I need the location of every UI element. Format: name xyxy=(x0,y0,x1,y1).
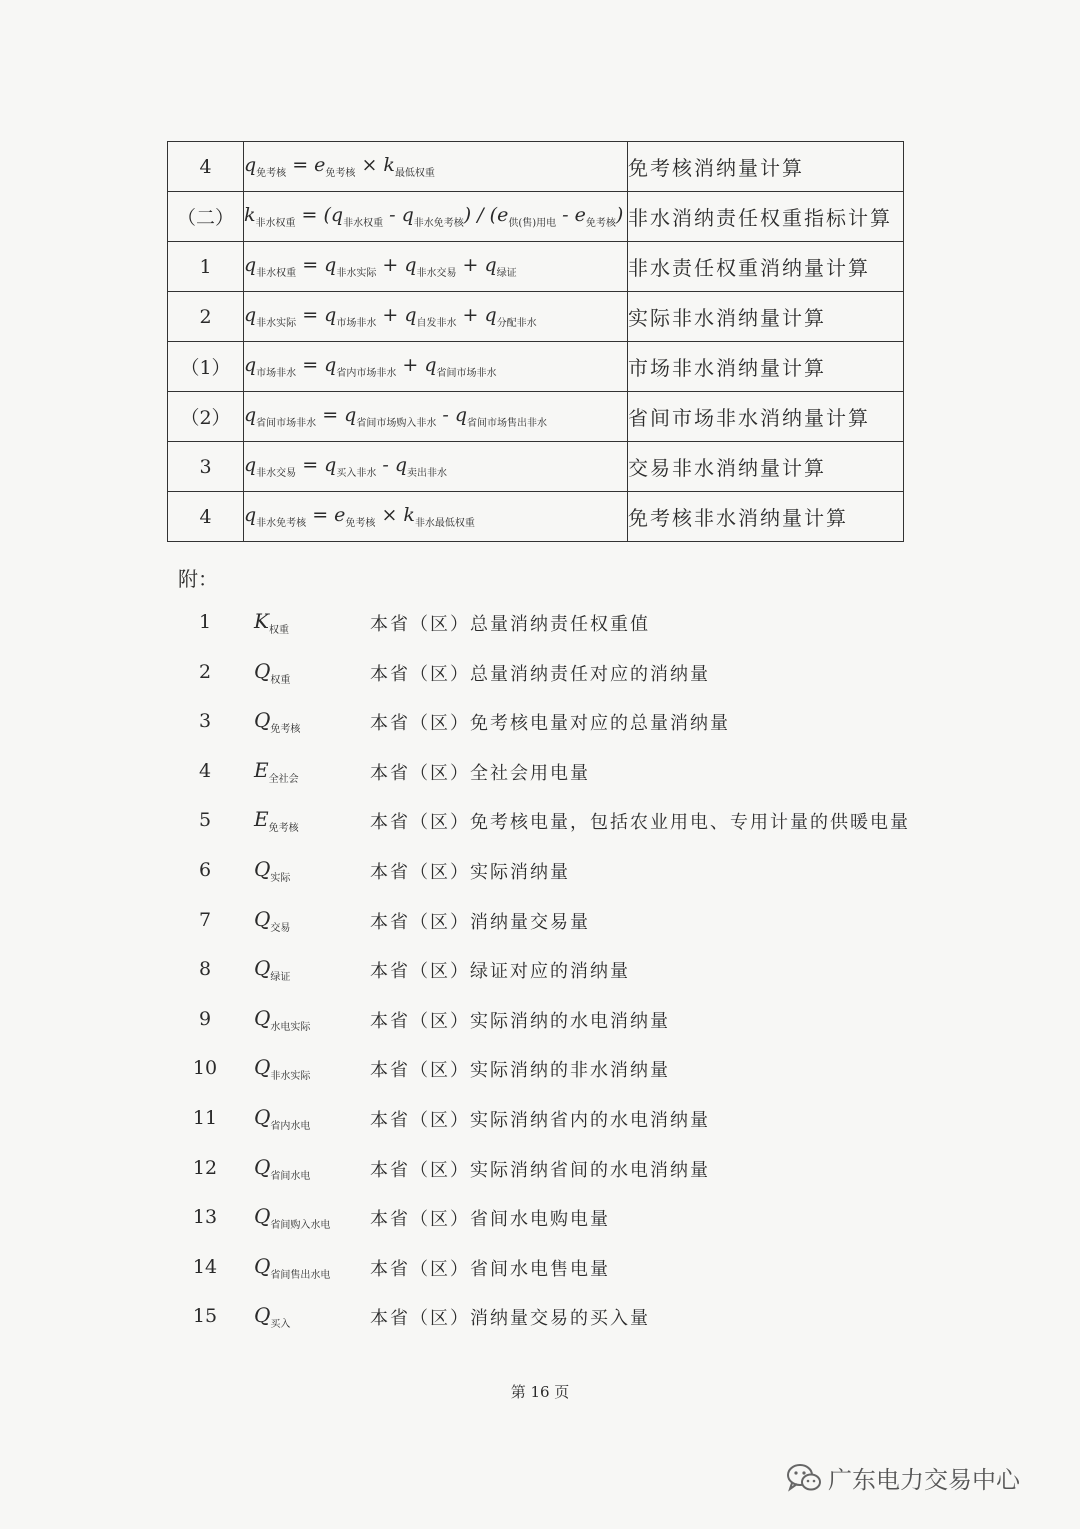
variable-number: 5 xyxy=(198,809,212,832)
variable-symbol: $Q_{水电实际}$ xyxy=(254,1005,311,1033)
variable-symbol: $Q_{省间售出水电}$ xyxy=(254,1253,331,1281)
row-index: 4 xyxy=(168,492,244,542)
variable-symbol: $Q_{实际}$ xyxy=(254,856,291,884)
list-item xyxy=(0,801,1080,851)
variable-description: 本省（区）全社会用电量 xyxy=(370,762,590,784)
formula-cell xyxy=(244,442,628,492)
page-number: 第 16 页 xyxy=(510,1383,570,1401)
variable-number: 1 xyxy=(198,611,212,633)
variable-symbol: $Q_{绿证}$ xyxy=(254,956,291,984)
variable-list xyxy=(0,603,1080,1347)
variable-description: 本省（区）实际消纳量 xyxy=(370,861,570,883)
row-index: 2 xyxy=(168,292,244,342)
variable-number: 4 xyxy=(198,759,212,782)
variable-symbol: $Q_{权重}$ xyxy=(254,658,291,686)
variable-number: 12 xyxy=(192,1156,218,1179)
variable-description: 本省（区）免考核电量，包括农业用电、专用计量的供暖电量 xyxy=(370,812,910,834)
list-item xyxy=(0,1297,1080,1347)
variable-description: 本省（区）总量消纳责任权重值 xyxy=(370,614,650,635)
variable-description: 本省（区）消纳量交易的买入量 xyxy=(370,1308,650,1330)
wechat-icon xyxy=(786,1463,822,1493)
variable-description: 本省（区）实际消纳的非水消纳量 xyxy=(370,1060,670,1082)
list-item xyxy=(0,1198,1080,1248)
variable-symbol: $Q_{免考核}$ xyxy=(254,708,301,736)
description-cell: 交易非水消纳量计算 xyxy=(628,442,904,492)
row-index: （1） xyxy=(168,342,244,392)
variable-description: 本省（区）实际消纳的水电消纳量 xyxy=(370,1010,670,1032)
row-index: 1 xyxy=(168,242,244,292)
description-cell: 市场非水消纳量计算 xyxy=(628,342,904,392)
table-row xyxy=(168,192,904,242)
variable-number: 6 xyxy=(198,858,212,881)
list-item xyxy=(0,1049,1080,1099)
variable-symbol: $E_{全社会}$ xyxy=(254,757,299,785)
variable-description: 本省（区）总量消纳责任对应的消纳量 xyxy=(370,663,710,685)
variable-symbol: $Q_{交易}$ xyxy=(254,906,291,934)
formula-cell xyxy=(244,342,628,392)
formula-text: $q_{省间市场非水} = q_{省间市场购入非水} - q_{省间市场售出非水}$ xyxy=(244,404,548,429)
variable-description: 本省（区）实际消纳省间的水电消纳量 xyxy=(370,1159,710,1181)
formula-text: $k_{非水权重} = (q_{非水权重} - q_{非水免考核}) / (e_{供(售)用电} - e_{免考核})$ xyxy=(244,204,624,229)
list-item xyxy=(0,901,1080,951)
table-row xyxy=(168,492,904,542)
table-row xyxy=(168,142,904,192)
description-cell: 非水消纳责任权重指标计算 xyxy=(628,192,904,242)
variable-number: 7 xyxy=(198,908,212,931)
formula-text: $q_{非水免考核} = e_{免考核} \times k_{非水最低权重}$ xyxy=(244,504,475,529)
variable-symbol: $E_{免考核}$ xyxy=(254,807,299,835)
formula-table xyxy=(167,141,904,542)
variable-description: 本省（区）实际消纳省内的水电消纳量 xyxy=(370,1109,710,1131)
variable-symbol: $Q_{省内水电}$ xyxy=(254,1104,311,1132)
formula-cell xyxy=(244,142,628,192)
watermark xyxy=(786,1460,1020,1495)
formula-cell xyxy=(244,492,628,542)
formula-text: $q_{非水交易} = q_{买入非水} - q_{卖出非水}$ xyxy=(244,454,448,479)
table-row xyxy=(168,242,904,292)
variable-number: 2 xyxy=(198,660,212,683)
row-index: 4 xyxy=(168,142,244,192)
description-cell: 免考核非水消纳量计算 xyxy=(628,492,904,542)
variable-number: 3 xyxy=(198,710,212,733)
description-cell: 免考核消纳量计算 xyxy=(628,142,904,192)
list-item xyxy=(0,1248,1080,1298)
appendix-label: 附： xyxy=(178,567,218,591)
variable-symbol: $Q_{省间水电}$ xyxy=(254,1154,311,1182)
variable-description: 本省（区）绿证对应的消纳量 xyxy=(370,961,630,983)
variable-number: 9 xyxy=(198,1007,212,1030)
variable-symbol: $Q_{非水实际}$ xyxy=(254,1055,311,1083)
variable-symbol: $Q_{省间购入水电}$ xyxy=(254,1204,331,1232)
list-item xyxy=(0,702,1080,752)
list-item xyxy=(0,950,1080,1000)
formula-cell xyxy=(244,392,628,442)
variable-description: 本省（区）消纳量交易量 xyxy=(370,911,590,933)
row-index: （2） xyxy=(168,392,244,442)
table-row xyxy=(168,292,904,342)
variable-number: 13 xyxy=(192,1206,218,1229)
description-cell: 省间市场非水消纳量计算 xyxy=(628,392,904,442)
variable-description: 本省（区）免考核电量对应的总量消纳量 xyxy=(370,713,730,735)
formula-cell xyxy=(244,292,628,342)
description-cell: 实际非水消纳量计算 xyxy=(628,292,904,342)
watermark-text: 广东电力交易中心 xyxy=(828,1466,1020,1494)
variable-number: 11 xyxy=(192,1106,218,1129)
variable-number: 10 xyxy=(192,1057,218,1080)
list-item xyxy=(0,653,1080,703)
formula-cell xyxy=(244,192,628,242)
variable-number: 15 xyxy=(192,1305,218,1328)
variable-description: 本省（区）省间水电售电量 xyxy=(370,1258,610,1280)
row-index: 3 xyxy=(168,442,244,492)
table-row xyxy=(168,392,904,442)
list-item xyxy=(0,1099,1080,1149)
formula-text: $q_{免考核} = e_{免考核} \times k_{最低权重}$ xyxy=(244,154,435,179)
variable-number: 8 xyxy=(198,958,212,981)
list-item xyxy=(0,1000,1080,1050)
table-row xyxy=(168,442,904,492)
variable-symbol: $Q_{买入}$ xyxy=(254,1303,291,1331)
description-cell: 非水责任权重消纳量计算 xyxy=(628,242,904,292)
list-item xyxy=(0,752,1080,802)
variable-description: 本省（区）省间水电购电量 xyxy=(370,1209,610,1231)
formula-cell xyxy=(244,242,628,292)
list-item xyxy=(0,603,1080,653)
formula-text: $q_{非水实际} = q_{市场非水} + q_{自发非水} + q_{分配非水}$ xyxy=(244,304,537,329)
formula-text: $q_{非水权重} = q_{非水实际} + q_{非水交易} + q_{绿证}$ xyxy=(244,254,517,279)
list-item xyxy=(0,1149,1080,1199)
variable-symbol: $K_{权重}$ xyxy=(254,609,289,636)
row-index: （二） xyxy=(168,192,244,242)
variable-number: 14 xyxy=(192,1255,218,1278)
list-item xyxy=(0,851,1080,901)
table-row xyxy=(168,342,904,392)
formula-text: $q_{市场非水} = q_{省内市场非水} + q_{省间市场非水}$ xyxy=(244,354,497,379)
